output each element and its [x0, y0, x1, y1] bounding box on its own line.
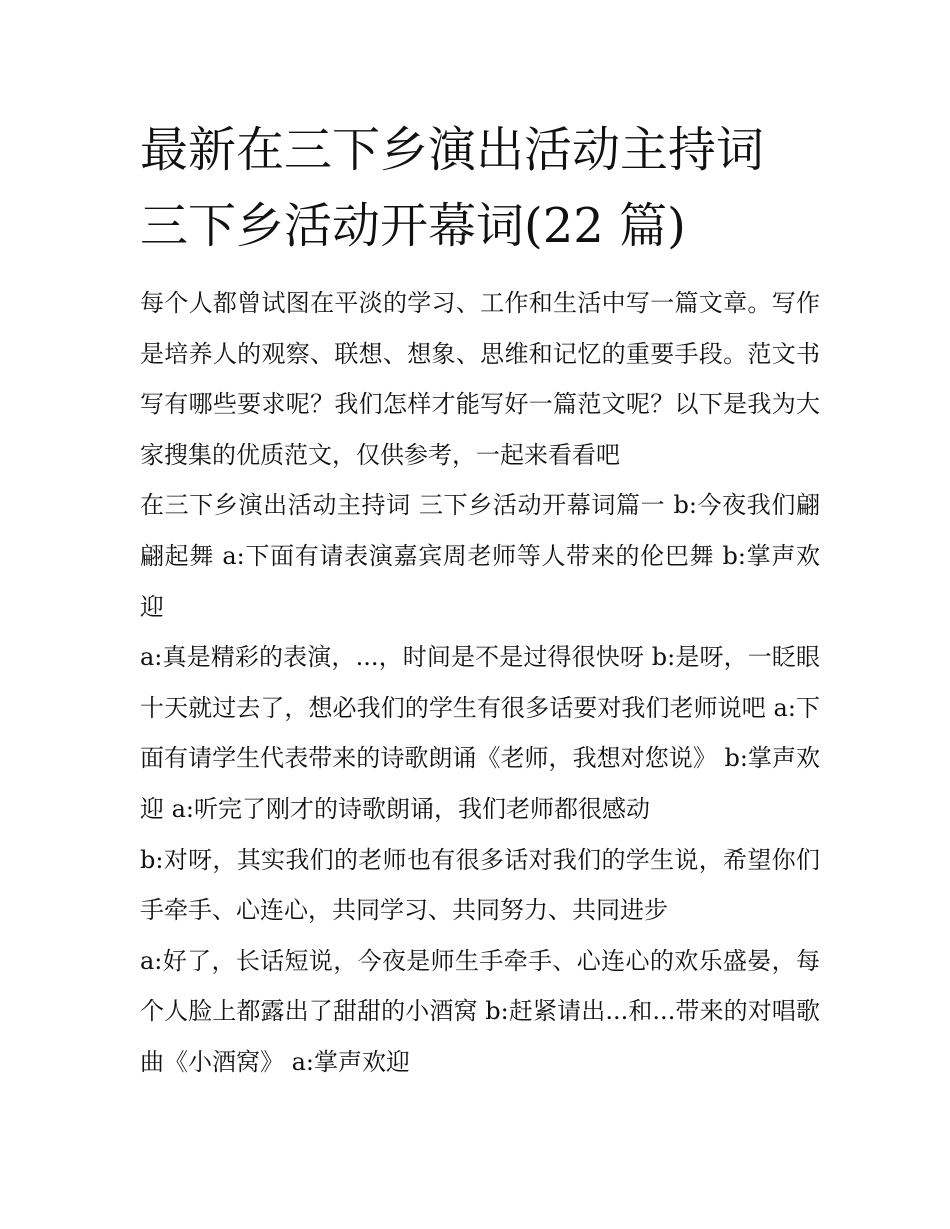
- document-content: [140, 112, 820, 1088]
- body-paragraph-2: a:真是精彩的表演，...，时间是不是过得很快呀 b:是呀，一眨眼十天就过去了，想必我们的学生有很多话要对我们老师说吧 a:下面有请学生代表带来的诗歌朗诵《老师，我想对您说》 b:掌声欢迎 a:听完了刚才的诗歌朗诵，我们老师都很感动: [140, 643, 820, 823]
- title-line-2: 三下乡活动开幕词(22 篇): [140, 198, 686, 254]
- body-paragraph-1: 在三下乡演出活动主持词 三下乡活动开幕词篇一 b:今夜我们翩翩起舞 a:下面有请表演嘉宾周老师等人带来的伦巴舞 b:掌声欢迎: [140, 491, 820, 621]
- body-paragraph-4: a:好了，长话短说，今夜是师生手牵手、心连心的欢乐盛晏，每个人脸上都露出了甜甜的小酒窝 b:赶紧请出...和...带来的对唱歌曲《小酒窝》 a:掌声欢迎: [140, 946, 820, 1076]
- body-paragraph-3: b:对呀，其实我们的老师也有很多话对我们的学生说，希望你们手牵手、心连心，共同学习、共同努力、共同进步: [140, 845, 820, 925]
- title-line-1: 最新在三下乡演出活动主持词: [140, 122, 765, 178]
- document-title: [140, 112, 820, 264]
- intro-paragraph: 每个人都曾试图在平淡的学习、工作和生活中写一篇文章。写作是培养人的观察、联想、想象、思维和记忆的重要手段。范文书写有哪些要求呢？我们怎样才能写好一篇范文呢？以下是我为大家搜集的优质范文，仅供参考，一起来看看吧: [140, 289, 820, 469]
